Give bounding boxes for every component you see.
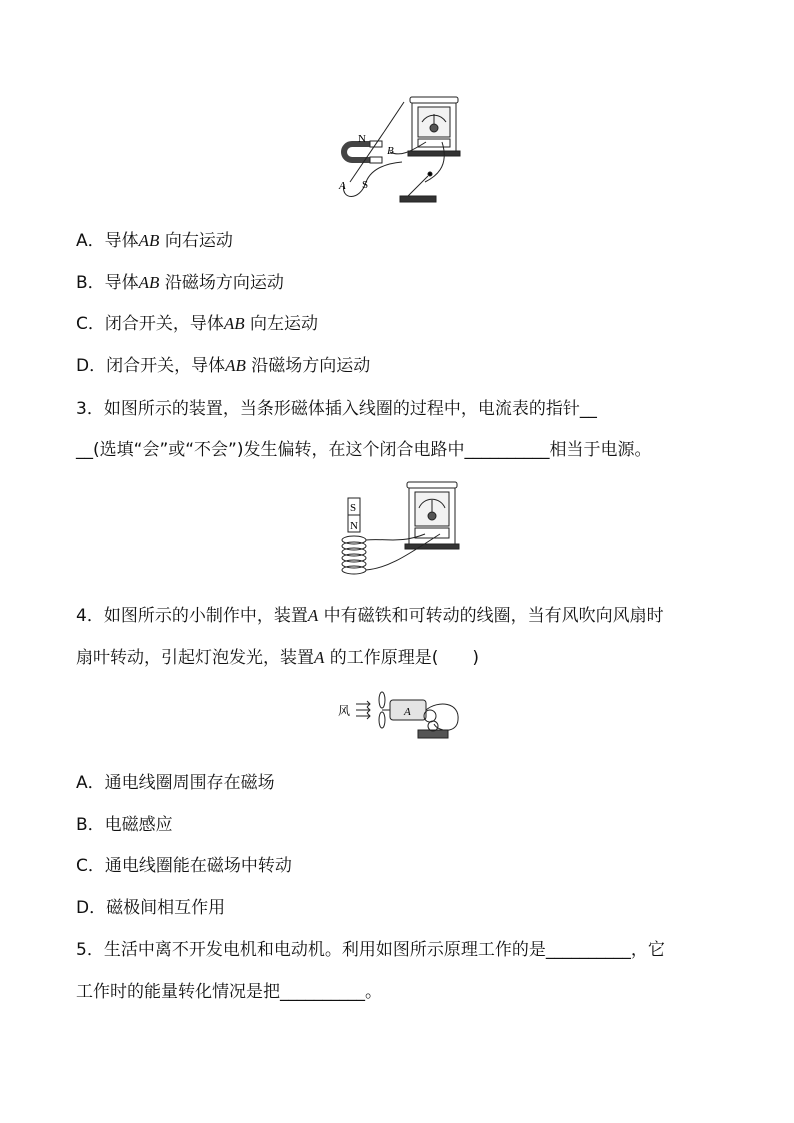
q4-option-a: A．通电线圈周围存在磁场 — [76, 773, 275, 793]
q3-line-1: 3．如图所示的装置，当条形磁体插入线圈的过程中，电流表的指针__ — [76, 399, 597, 419]
q2-option-c: C．闭合开关，导体AB 向左运动 — [76, 314, 319, 334]
q4-option-d: D．磁极间相互作用 — [76, 898, 226, 918]
conductor-b-label: B — [387, 145, 394, 157]
q4-option-b: B．电磁感应 — [76, 815, 173, 835]
q5-line-2: 工作时的能量转化情况是把__________。 — [76, 982, 382, 1002]
q3-line-2: __(选填“会”或“不会”)发生偏转，在这个闭合电路中__________相当于电源。 — [76, 440, 652, 460]
q2-option-a: A．导体AB 向右运动 — [76, 231, 233, 251]
q4-option-c: C．通电线圈能在磁场中转动 — [76, 856, 292, 876]
q4-line-2: 扇叶转动，引起灯泡发光，装置A 的工作原理是( ) — [76, 648, 480, 668]
magnet-n-label: N — [358, 133, 366, 145]
q2-option-b: B．导体AB 沿磁场方向运动 — [76, 273, 284, 293]
q2-option-d: D．闭合开关，导体AB 沿磁场方向运动 — [76, 356, 371, 376]
figure-1-induction-apparatus — [330, 92, 465, 212]
device-a-label: A — [404, 706, 411, 718]
q5-line-1: 5．生活中离不开发电机和电动机。利用如图所示原理工作的是__________，它 — [76, 940, 665, 960]
wind-label: 风 — [338, 704, 351, 718]
conductor-a-label: A — [339, 180, 346, 192]
magnet-s-label: S — [362, 179, 369, 191]
bar-magnet-s-label: S — [350, 502, 357, 514]
figure-3-wind-generator — [338, 690, 466, 748]
q4-line-1: 4．如图所示的小制作中，装置A 中有磁铁和可转动的线圈，当有风吹向风扇时 — [76, 606, 664, 626]
figure-2-magnet-coil — [330, 478, 465, 580]
bar-magnet-n-label: N — [350, 520, 358, 532]
